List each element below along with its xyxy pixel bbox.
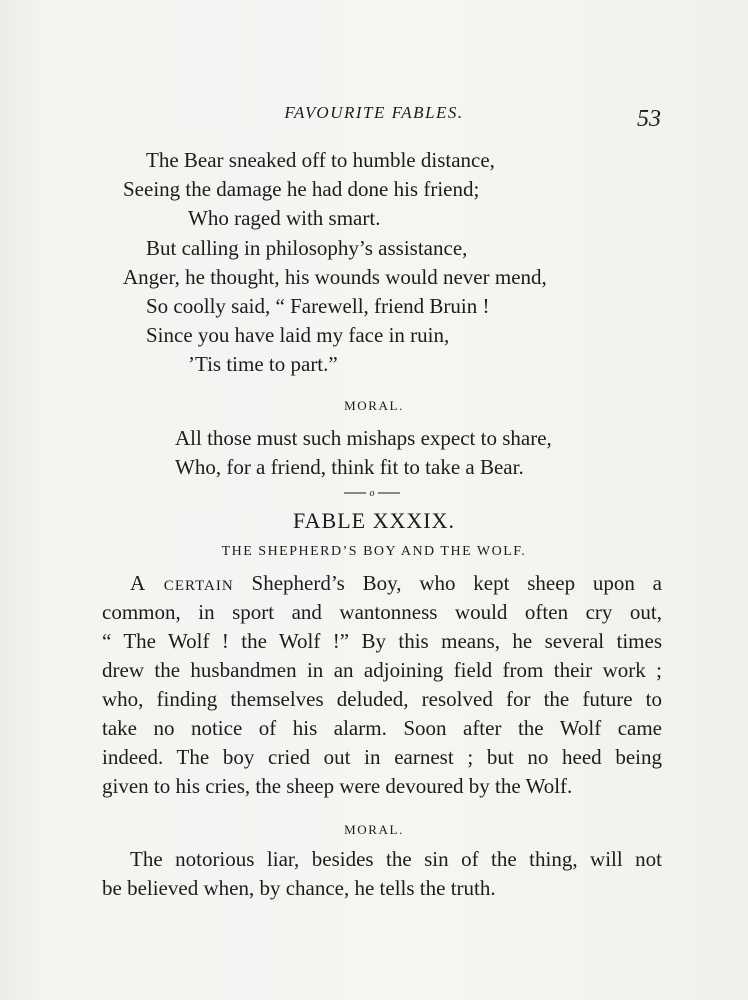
moral-line: Who, for a friend, think fit to take a Bear. [175, 455, 524, 479]
moral-line: The notorious liar, besides the sin of the thing, will not [130, 847, 662, 871]
fable-line: take no notice of his alarm. Soon after the Wolf came [102, 716, 662, 740]
section-divider [344, 486, 400, 500]
moral-line: All those must such mishaps expect to share, [175, 426, 552, 450]
poem-line: Who raged with smart. [188, 206, 381, 230]
poem-line: The Bear sneaked off to humble distance, [146, 148, 495, 172]
fable-line: common, in sport and wantonness would often cry out, [102, 600, 662, 624]
poem-line: Since you have laid my face in ruin, [146, 323, 450, 347]
poem-line: So coolly said, “ Farewell, friend Bruin ! [146, 294, 490, 318]
poem-line: Seeing the damage he had done his friend; [123, 177, 480, 201]
fable-line: indeed. The boy cried out in earnest ; but no heed being [102, 745, 662, 769]
moral-heading: MORAL. [344, 822, 404, 837]
svg-text:o: o [369, 488, 375, 499]
page-number: 53 [637, 106, 661, 132]
poem-line: Anger, he thought, his wounds would never mend, [123, 265, 547, 289]
fable-line: given to his cries, the sheep were devoured by the Wolf. [102, 774, 573, 798]
fable-line: A certain Shepherd’s Boy, who kept sheep upon a [130, 571, 663, 595]
fable-title: FABLE XXXIX. [293, 508, 455, 533]
fable-line: who, finding themselves deluded, resolved for the future to [102, 687, 662, 711]
fable-line: “ The Wolf ! the Wolf !” By this means, he several times [102, 629, 662, 653]
fable-line: drew the husbandmen in an adjoining field from their work ; [102, 658, 662, 682]
poem-line: ’Tis time to part.” [188, 352, 338, 376]
moral-heading: MORAL. [344, 398, 404, 413]
opening-words: A certain [130, 571, 234, 595]
moral-line: be believed when, by chance, he tells the truth. [102, 876, 496, 900]
running-title: FAVOURITE FABLES. [284, 103, 464, 122]
fable-subtitle: THE SHEPHERD’S BOY AND THE WOLF. [221, 544, 527, 559]
poem-line: But calling in philosophy’s assistance, [146, 236, 468, 260]
